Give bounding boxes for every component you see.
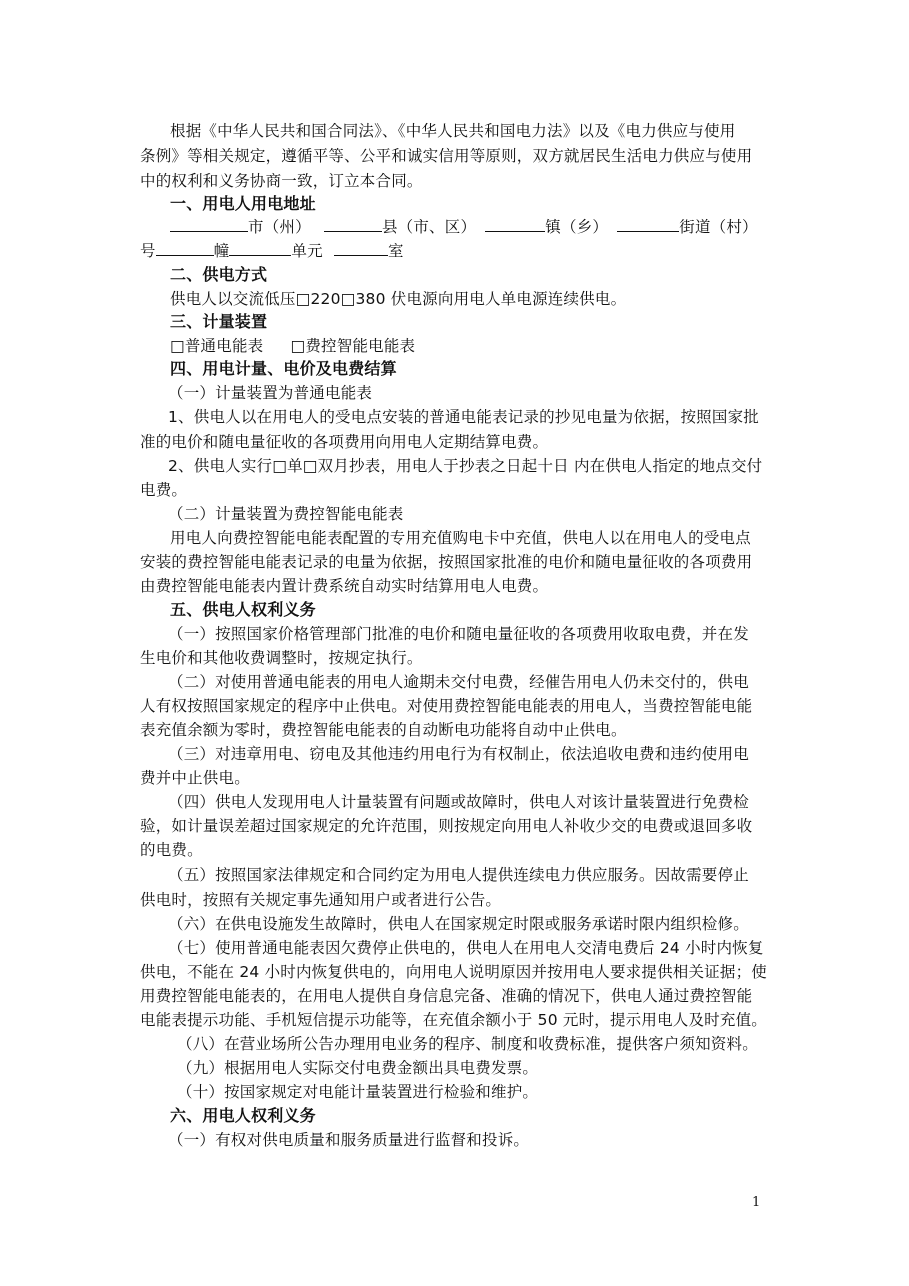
blank-field[interactable] bbox=[156, 240, 214, 256]
supply-method-text: 供电人以交流低压□220□380 伏电源向用电人单电源连续供电。 bbox=[170, 290, 627, 308]
blank-field[interactable] bbox=[334, 240, 388, 256]
s4-p3-line-3: 由费控智能电能表内置计费系统自动实时结算用电人电费。 bbox=[140, 577, 549, 595]
heading-section-4: 四、用电计量、电价及电费结算 bbox=[170, 359, 397, 378]
intro-line-1: 根据《中华人民共和国合同法》、《中华人民共和国电力法》以及《电力供应与使用 bbox=[170, 122, 736, 140]
address-label: 镇（乡） bbox=[545, 218, 609, 236]
subheading-4-2: （二）计量装置为费控智能电能表 bbox=[168, 505, 404, 523]
option-smart-meter[interactable]: □费控智能电能表 bbox=[290, 337, 416, 355]
blank-field[interactable] bbox=[485, 216, 545, 232]
s5-p7-line-3: 用费控智能电能表的，在用电人提供自身信息完备、准确的情况下，供电人通过费控智能 bbox=[140, 987, 753, 1005]
s5-p1-line-2: 生电价和其他收费调整时，按规定执行。 bbox=[140, 649, 423, 667]
page-number: 1 bbox=[752, 1195, 761, 1210]
address-label: 单元 bbox=[291, 242, 323, 260]
s5-p5-line-1: （五）按照国家法律规定和合同约定为用电人提供连续电力供应服务。因故需要停止 bbox=[168, 866, 749, 884]
s6-p1: （一）有权对供电质量和服务质量进行监督和投诉。 bbox=[168, 1131, 530, 1149]
heading-section-3: 三、计量装置 bbox=[170, 312, 268, 331]
s5-p6: （六）在供电设施发生故障时，供电人在国家规定时限或服务承诺时限内组织检修。 bbox=[168, 915, 749, 933]
heading-section-6: 六、用电人权利义务 bbox=[170, 1106, 316, 1125]
subheading-4-1: （一）计量装置为普通电能表 bbox=[168, 384, 373, 402]
s5-p7-line-1: （七）使用普通电能表因欠费停止供电的，供电人在用电人交清电费后 24 小时内恢复 bbox=[168, 939, 764, 957]
address-label: 市（州） bbox=[248, 218, 311, 236]
blank-field[interactable] bbox=[170, 216, 248, 232]
s5-p4-line-3: 的电费。 bbox=[140, 841, 203, 859]
meter-options bbox=[170, 335, 810, 357]
s4-p1-line-2: 准的电价和随电量征收的各项费用向用电人定期结算电费。 bbox=[140, 433, 549, 451]
s5-p3-line-2: 费并中止供电。 bbox=[140, 769, 250, 787]
address-label: 县（市、区） bbox=[381, 218, 477, 236]
heading-section-5: 五、供电人权利义务 bbox=[170, 600, 316, 619]
s5-p2-line-2: 人有权按照国家规定的程序中止供电。对使用费控智能电能表的用电人，当费控智能电能 bbox=[140, 697, 753, 715]
s5-p7-line-4: 电能表提示功能、手机短信提示功能等，在充值余额小于 50 元时，提示用电人及时充值。 bbox=[140, 1011, 767, 1029]
address-label: 街道（村） bbox=[679, 218, 758, 236]
address-line-1 bbox=[170, 216, 810, 238]
s5-p10: （十）按国家规定对电能计量装置进行检验和维护。 bbox=[177, 1083, 539, 1101]
s4-p2-line-1: 2、供电人实行□单□双月抄表，用电人于抄表之日起十日 内在供电人指定的地点交付 bbox=[168, 457, 763, 475]
option-regular-meter[interactable]: □普通电能表 bbox=[170, 337, 264, 355]
s5-p2-line-3: 表充值余额为零时，费控智能电能表的自动断电功能将自动中止供电。 bbox=[140, 721, 627, 739]
s5-p1-line-1: （一）按照国家价格管理部门批准的电价和随电量征收的各项费用收取电费，并在发 bbox=[168, 625, 749, 643]
s5-p5-line-2: 供电时，按照有关规定事先通知用户或者进行公告。 bbox=[140, 891, 502, 909]
intro-line-2: 条例》等相关规定，遵循平等、公平和诚实信用等原则，双方就居民生活电力供应与使用 bbox=[140, 147, 753, 165]
address-line-2 bbox=[140, 240, 780, 262]
s4-p3-line-2: 安装的费控智能电能表记录的电量为依据，按照国家批准的电价和随电量征收的各项费用 bbox=[140, 553, 753, 571]
blank-field[interactable] bbox=[229, 240, 291, 256]
heading-section-1: 一、用电人用电地址 bbox=[170, 194, 316, 213]
s4-p1-line-1: 1、供电人以在用电人的受电点安装的普通电能表记录的抄见电量为依据，按照国家批 bbox=[168, 408, 759, 426]
s4-p3-line-1: 用电人向费控智能电能表配置的专用充值购电卡中充值，供电人以在用电人的受电点 bbox=[170, 529, 751, 547]
s5-p3-line-1: （三）对违章用电、窃电及其他违约用电行为有权制止，依法追收电费和违约使用电 bbox=[168, 745, 749, 763]
s5-p8: （八）在营业场所公告办理用电业务的程序、制度和收费标准，提供客户须知资料。 bbox=[177, 1035, 758, 1053]
address-label: 室 bbox=[387, 242, 404, 260]
s5-p4-line-1: （四）供电人发现用电人计量装置有问题或故障时，供电人对该计量装置进行免费检 bbox=[168, 793, 749, 811]
address-label: 幢 bbox=[213, 242, 230, 260]
blank-field[interactable] bbox=[324, 216, 382, 232]
blank-field[interactable] bbox=[617, 216, 679, 232]
s4-p2-line-2: 电费。 bbox=[140, 481, 188, 499]
s5-p7-line-2: 供电，不能在 24 小时内恢复供电的，向用电人说明原因并按用电人要求提供相关证据；使 bbox=[140, 963, 767, 981]
address-label: 号 bbox=[140, 242, 156, 260]
heading-section-2: 二、供电方式 bbox=[170, 265, 268, 284]
s5-p9: （九）根据用电人实际交付电费金额出具电费发票。 bbox=[177, 1059, 539, 1077]
s5-p4-line-2: 验，如计量误差超过国家规定的允许范围，则按规定向用电人补收少交的电费或退回多收 bbox=[140, 817, 753, 835]
intro-line-3: 中的权利和义务协商一致，订立本合同。 bbox=[140, 172, 423, 190]
s5-p2-line-1: （二）对使用普通电能表的用电人逾期未交付电费，经催告用电人仍未交付的，供电 bbox=[168, 673, 749, 691]
